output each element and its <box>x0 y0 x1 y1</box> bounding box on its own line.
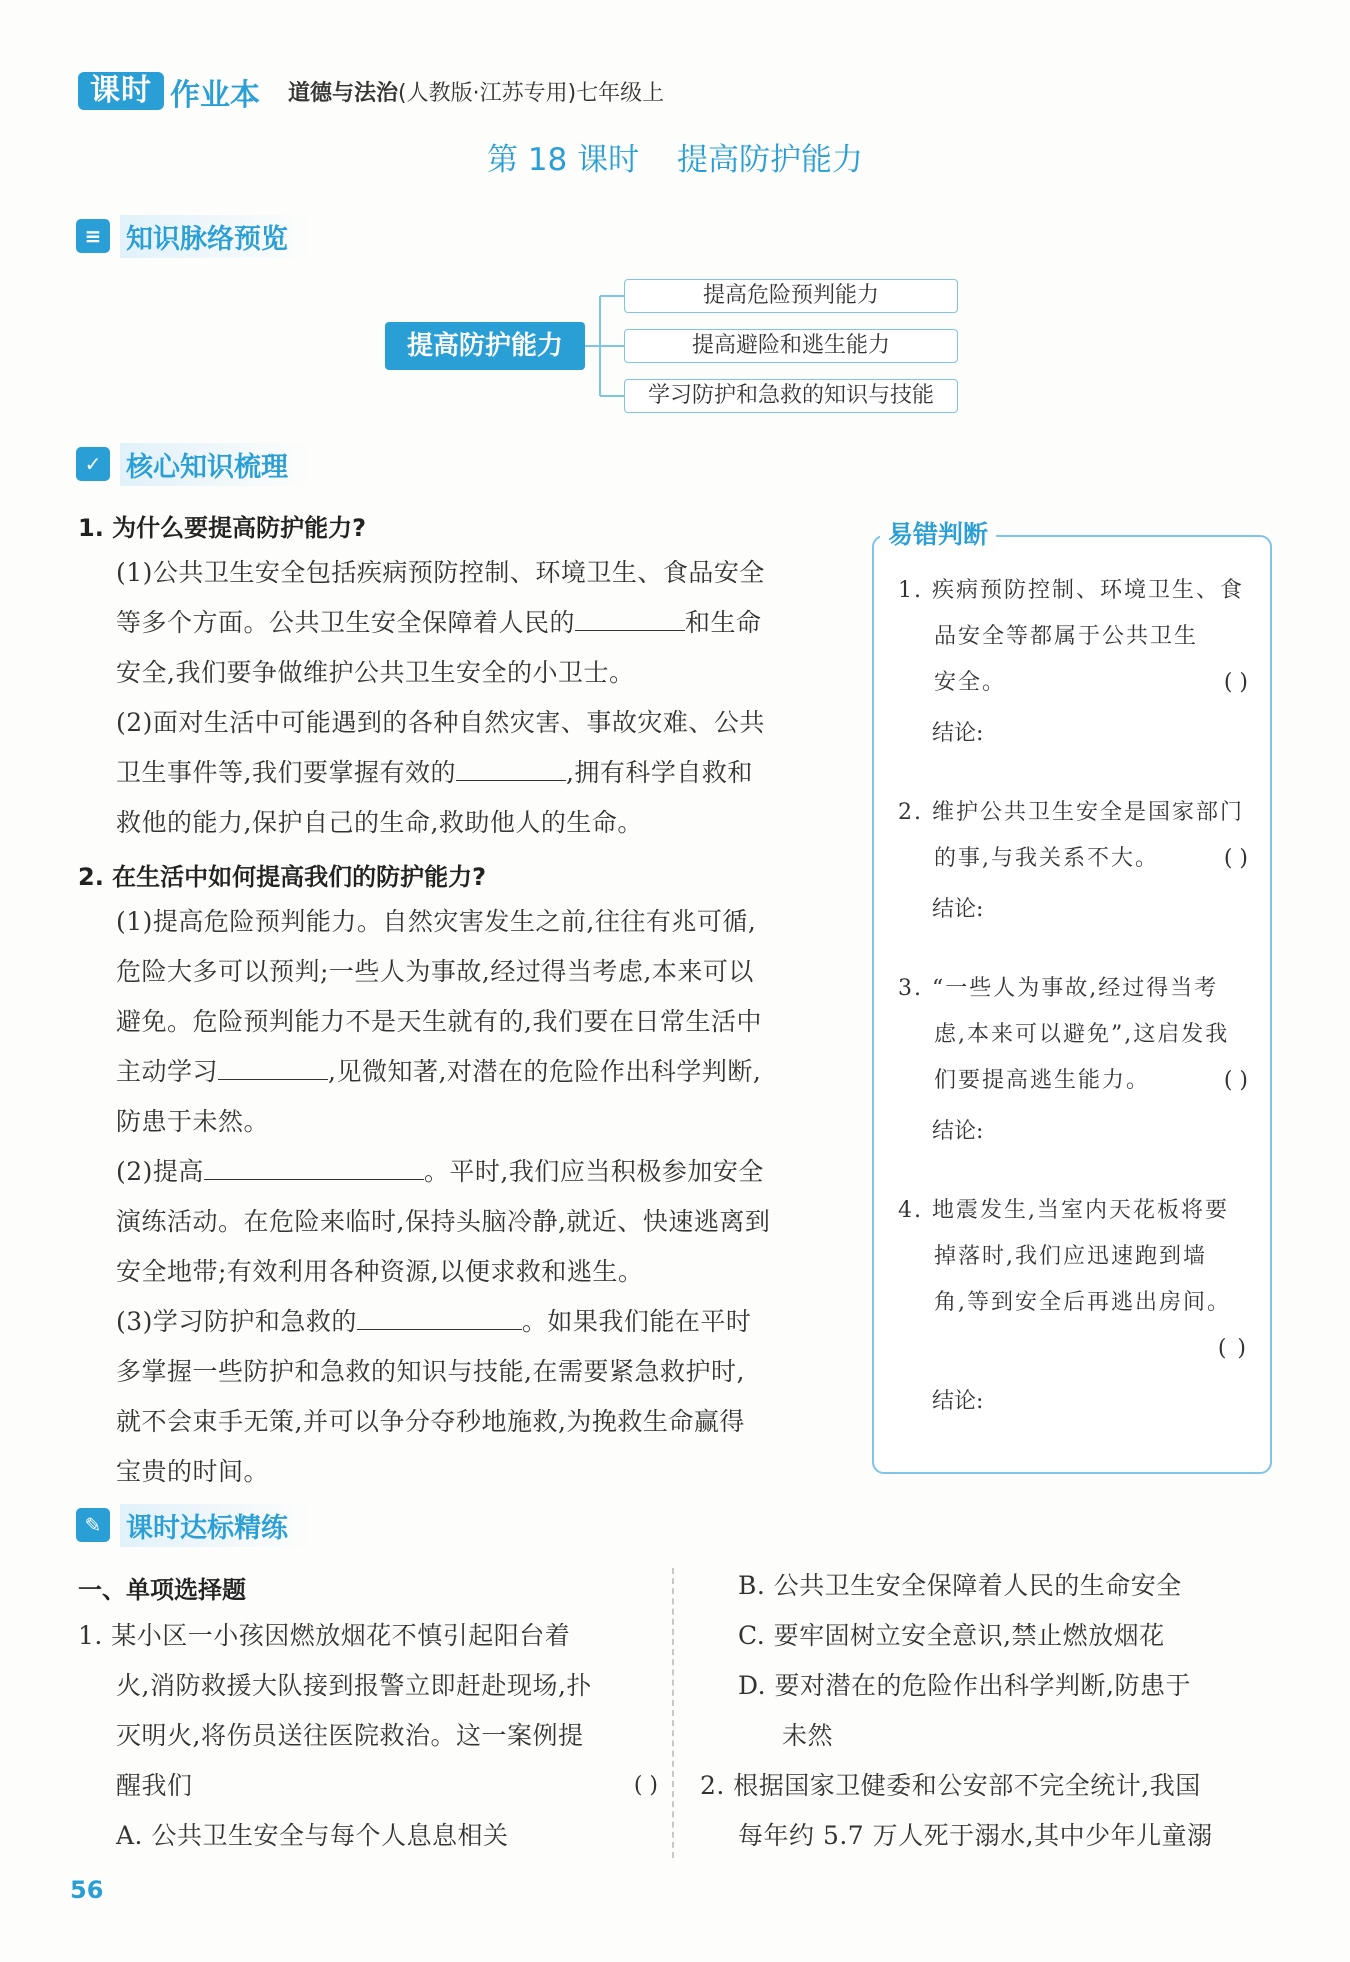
text-line: 1. 某小区一小孩因燃放烟花不慎引起阳台着 <box>78 1621 571 1650</box>
option-b[interactable]: B. 公共卫生安全保障着人民的生命安全 <box>738 1571 1182 1600</box>
answer-blank[interactable] <box>357 1299 522 1330</box>
text-run: 们要提高逃生能力。 <box>934 1068 1151 1093</box>
sidebar-item <box>898 966 1248 1104</box>
answer-paren[interactable]: ( ) <box>633 1773 658 1798</box>
text-run: 主动学习 <box>116 1057 219 1086</box>
checkbox-icon: ✓ <box>76 447 110 481</box>
stack-icon: ≡ <box>76 219 110 253</box>
text-line: 避免。危险预判能力不是天生就有的,我们要在日常生活中 <box>116 1007 762 1036</box>
text-line: 火,消防救援大队接到报警立即赶赴现场,扑 <box>116 1671 592 1700</box>
text-line: 多掌握一些防护和急救的知识与技能,在需要紧急救护时, <box>116 1357 745 1386</box>
text-run: 。如果我们能在平时 <box>521 1307 752 1336</box>
text-line: 安全,我们要争做维护公共卫生安全的小卫士。 <box>116 658 635 687</box>
text-line <box>116 598 836 648</box>
sidebar-item <box>898 1188 1248 1372</box>
sidebar-item <box>898 568 1248 706</box>
lesson-name: 提高防护能力 <box>677 142 863 178</box>
sidebar-title: 易错判断 <box>880 515 996 551</box>
text-line: 救他的能力,保护自己的生命,救助他人的生命。 <box>116 808 643 837</box>
text-line: 品安全等都属于公共卫生 <box>934 624 1199 649</box>
text-run: (2)提高 <box>116 1157 204 1186</box>
answer-paren[interactable]: ( ) <box>1217 1336 1248 1361</box>
answer-paren[interactable]: ( ) <box>1223 846 1248 871</box>
text-line: 2. 根据国家卫健委和公安部不完全统计,我国 <box>700 1771 1201 1800</box>
text-run: 的事,与我关系不大。 <box>934 846 1159 871</box>
mindmap-center: 提高防护能力 <box>385 322 585 370</box>
subject-name: 道德与法治 <box>288 81 399 106</box>
text-run: 和生命 <box>685 608 762 637</box>
section-practice-title: 课时达标精练 <box>120 1504 310 1547</box>
practice-q2 <box>700 1761 1280 1861</box>
answer-blank[interactable] <box>218 1049 328 1080</box>
core-q2-body <box>116 897 836 1497</box>
section-preview-title: 知识脉络预览 <box>120 215 310 258</box>
text-line <box>116 1297 836 1347</box>
section-practice-header <box>76 1503 310 1547</box>
text-line: 未然 <box>782 1721 834 1750</box>
practice-q1 <box>78 1611 658 1861</box>
text-run: (3)学习防护和急救的 <box>116 1307 357 1336</box>
text-run: ,见微知著,对潜在的危险作出科学判断, <box>328 1057 762 1086</box>
conclusion-label: 结论: <box>932 1119 984 1144</box>
answer-blank[interactable] <box>204 1149 424 1180</box>
text-line <box>898 836 1248 882</box>
answer-paren[interactable]: ( ) <box>1223 1068 1248 1093</box>
text-run: 安全。 <box>934 670 1007 695</box>
question-type-title: 一、单项选择题 <box>78 1576 246 1604</box>
lesson-number: 第 18 课时 <box>486 142 640 178</box>
text-line: 演练活动。在危险来临时,保持头脑冷静,就近、快速逃离到 <box>116 1207 771 1236</box>
mindmap-branch: 学习防护和急救的知识与技能 <box>624 379 958 413</box>
text-line: 1. 疾病预防控制、环境卫生、食 <box>898 578 1244 603</box>
text-line <box>898 660 1248 706</box>
column-divider <box>672 1568 674 1858</box>
answer-blank[interactable] <box>575 600 685 631</box>
text-line: (1)提高危险预判能力。自然灾害发生之前,往往有兆可循, <box>116 907 757 936</box>
core-q1-body <box>116 548 836 848</box>
text-line: 3. “一些人为事故,经过得当考 <box>898 976 1219 1001</box>
section-preview-header <box>76 214 310 258</box>
page-number: 56 <box>70 1876 104 1904</box>
answer-paren[interactable]: ( ) <box>1223 670 1248 695</box>
option-a[interactable]: A. 公共卫生安全与每个人息息相关 <box>116 1821 509 1850</box>
conclusion-label: 结论: <box>932 721 984 746</box>
sidebar-item <box>898 790 1248 882</box>
edition: (人教版·江苏专用)七年级上 <box>398 81 665 106</box>
mindmap-branch: 提高危险预判能力 <box>624 279 958 313</box>
text-line <box>898 1058 1248 1104</box>
text-line <box>116 1047 836 1097</box>
text-line: 虑,本来可以避免”,这启发我 <box>934 1022 1230 1047</box>
practice-options-right <box>738 1561 1278 1761</box>
text-run: 卫生事件等,我们要掌握有效的 <box>116 758 456 787</box>
mindmap-branch: 提高避险和逃生能力 <box>624 329 958 363</box>
section-core-title: 核心知识梳理 <box>120 443 310 486</box>
subject-line <box>288 76 664 107</box>
text-line: 4. 地震发生,当室内天花板将要 <box>898 1198 1229 1223</box>
text-line: 防患于未然。 <box>116 1107 270 1136</box>
text-line: 每年约 5.7 万人死于溺水,其中少年儿童溺 <box>738 1821 1213 1850</box>
core-q1-title: 1. 为什么要提高防护能力? <box>78 514 367 542</box>
text-line <box>898 1326 1248 1372</box>
option-c[interactable]: C. 要牢固树立安全意识,禁止燃放烟花 <box>738 1621 1165 1650</box>
text-line <box>116 1147 836 1197</box>
text-line: 2. 维护公共卫生安全是国家部门 <box>898 800 1244 825</box>
text-run: 。平时,我们应当积极参加安全 <box>423 1157 764 1186</box>
conclusion-label: 结论: <box>932 897 984 922</box>
text-line: 安全地带;有效利用各种资源,以便求救和逃生。 <box>116 1257 644 1286</box>
text-line: 就不会束手无策,并可以争分夺秒地施救,为挽救生命赢得 <box>116 1407 745 1436</box>
section-core-header <box>76 442 310 486</box>
pencil-icon: ✎ <box>76 1508 110 1542</box>
text-line: (1)公共卫生安全包括疾病预防控制、环境卫生、食品安全 <box>116 558 765 587</box>
core-q2-title: 2. 在生活中如何提高我们的防护能力? <box>78 863 487 891</box>
text-run: 醒我们 <box>116 1771 193 1800</box>
text-line: (2)面对生活中可能遇到的各种自然灾害、事故灾难、公共 <box>116 708 765 737</box>
text-line: 危险大多可以预判;一些人为事故,经过得当考虑,本来可以 <box>116 957 754 986</box>
text-line: 角,等到安全后再逃出房间。 <box>934 1290 1231 1315</box>
text-run: 等多个方面。公共卫生安全保障着人民的 <box>116 608 576 637</box>
brand-name: 作业本 <box>170 78 260 113</box>
text-line: 灭明火,将伤员送往医院救治。这一案例提 <box>116 1721 584 1750</box>
text-line <box>78 1761 658 1811</box>
lesson-title <box>0 134 1350 179</box>
answer-blank[interactable] <box>456 750 566 781</box>
text-line: 宝贵的时间。 <box>116 1457 270 1486</box>
text-line: 掉落时,我们应迅速跑到墙 <box>934 1244 1207 1269</box>
text-line <box>116 748 836 798</box>
text-run: ,拥有科学自救和 <box>565 758 753 787</box>
option-d[interactable]: D. 要对潜在的危险作出科学判断,防患于 <box>738 1671 1191 1700</box>
conclusion-label: 结论: <box>932 1389 984 1414</box>
brand-logo: 课时 <box>78 72 164 110</box>
